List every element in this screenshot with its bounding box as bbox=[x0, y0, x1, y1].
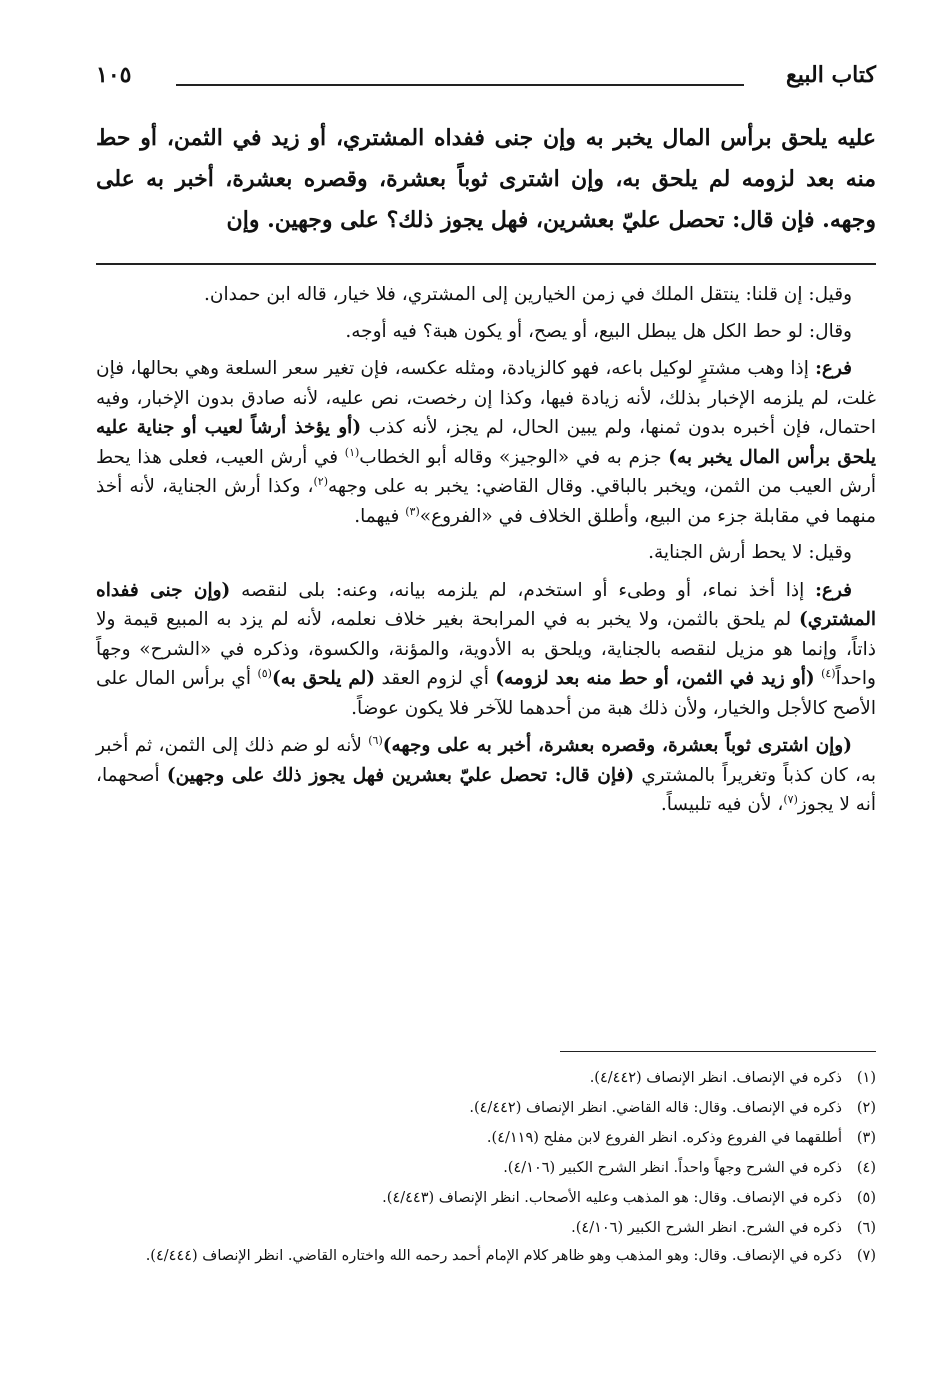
commentary-text: لأنه لو ضم ذلك إلى الثمن، ثم أخبر به، كان كذباً وتغريراً بالمشتري bbox=[96, 735, 877, 786]
commentary-paragraph-5 bbox=[96, 576, 876, 724]
footnote-divider bbox=[560, 1051, 876, 1052]
footnote-text: ذكره في الإنصاف. انظر الإنصاف (٤/٤٤٢). bbox=[589, 1070, 842, 1086]
footnote-number: (٢) bbox=[856, 1100, 876, 1116]
footnote-number: (٧) bbox=[856, 1248, 876, 1264]
commentary-text: إذا وهب مشترٍ لوكيل باعه، فهو كالزيادة، ومثله عكسه، فإن تغير سعر السلعة وهي بحالها، فإن غلت، لم يلزمه الإخبار بذلك، لأنه زيادة فيها، وكذا إن رخصت، نص عليه، لأنه صادق بدون الإخبار، وفيه احتمال، فإن أخبره بدون ثمنها، ولم يبين الحال، لم يجز، لأنه كذب bbox=[96, 358, 876, 438]
footnote-number: (٥) bbox=[856, 1190, 876, 1206]
footnote-text: ذكره في الإنصاف. وقال: هو المذهب وعليه الأصحاب. انظر الإنصاف (٤/٤٤٣). bbox=[382, 1190, 842, 1206]
footnote-number: (١) bbox=[856, 1070, 876, 1086]
footnote-ref[interactable]: (٦) bbox=[368, 733, 383, 747]
footnote bbox=[96, 1243, 876, 1270]
footnote-ref[interactable]: (٣) bbox=[405, 504, 420, 518]
header-rule bbox=[176, 84, 744, 86]
footnote bbox=[96, 1153, 876, 1183]
commentary-paragraph-1: وقيل: إن قلنا: ينتقل الملك في زمن الخيارين إلى المشتري، فلا خيار، قاله ابن حمدان. bbox=[204, 284, 852, 305]
footnote bbox=[96, 1183, 876, 1213]
commentary-paragraph-3 bbox=[96, 354, 876, 531]
footnote-text: ذكره في الشرح وجهاً واحداً. انظر الشرح الكبير (٤/١٠٦). bbox=[503, 1160, 842, 1176]
commentary-text: أي برأس المال على الأصح كالأجل والخيار، ولأن ذلك هبة من أحدهما للآخر فلا يكون عوضاً. bbox=[96, 668, 876, 719]
footnote-number: (٣) bbox=[856, 1130, 876, 1146]
chapter-title: كتاب البيع bbox=[786, 62, 876, 88]
footnote-ref[interactable]: (٤) bbox=[821, 666, 836, 680]
quoted-matn: (أو يؤخذ أرشاً لعيب أو جناية عليه يلحق برأس المال يخبر به) bbox=[96, 417, 876, 468]
branch-label: فرع: bbox=[815, 579, 853, 601]
commentary bbox=[96, 280, 876, 827]
commentary-text: في أرش العيب، فعلى هذا يحط أرش العيب من الثمن، ويخبر بالباقي. وقال القاضي: يخبر به على وجهه bbox=[96, 446, 876, 497]
page-header bbox=[96, 62, 876, 98]
quoted-matn: (أو زيد في الثمن، أو حط منه بعد لزومه) bbox=[495, 668, 815, 689]
main-text-divider bbox=[96, 263, 876, 265]
commentary-text: ، لأن فيه تلبيساً. bbox=[660, 794, 784, 815]
footnote-number: (٦) bbox=[856, 1220, 876, 1236]
footnote-ref[interactable]: (٧) bbox=[783, 792, 798, 806]
commentary-text: أي لزوم العقد bbox=[381, 668, 489, 689]
footnote-ref[interactable]: (٢) bbox=[313, 474, 328, 488]
footnote bbox=[96, 1063, 876, 1093]
quoted-matn: (وإن جنى ففداه المشتري) bbox=[96, 579, 876, 630]
page-number: ١٠٥ bbox=[96, 62, 132, 88]
footnote bbox=[96, 1123, 876, 1153]
footnote-text: ذكره في الإنصاف. وقال: وهو المذهب وهو ظاهر كلام الإمام أحمد رحمه الله واختاره القاضي. انظر الإنصاف (٤/٤٤٤). bbox=[145, 1248, 842, 1264]
commentary-text: إذا أخذ نماء، أو وطىء أو استخدم، لم يلزمه بيانه، وعنه: بلى لنقصه bbox=[241, 579, 805, 601]
commentary-text: لم يلحق بالثمن، ولا يخبر به في المرابحة بغير خلاف نعلمه، لأنه لم يزد به المبيع قيمة ولا ذاتاً، وإنما هو مزيل لنقصه بالجناية، ويلحق به الأدوية، والمؤنة، والكسوة، وذكره في «الشرح» وجهاً واحداً bbox=[96, 609, 876, 689]
commentary-paragraph-4: وقيل: لا يحط أرش الجناية. bbox=[648, 542, 852, 563]
commentary-text: أصحهما، أنه لا يجوز bbox=[96, 764, 876, 815]
footnote bbox=[96, 1213, 876, 1243]
footnote bbox=[96, 1093, 876, 1123]
commentary-text: ، وكذا أرش الجناية، لأنه أخذ منهما في مقابلة جزء من البيع، وأطلق الخلاف في «الفروع» bbox=[96, 476, 876, 527]
footnote-text: ذكره في الشرح. انظر الشرح الكبير (٤/١٠٦). bbox=[571, 1220, 842, 1236]
commentary-text: جزم به في «الوجيز» وقاله أبو الخطاب bbox=[359, 446, 662, 468]
quoted-matn: (وإن اشترى ثوباً بعشرة، وقصره بعشرة، أخبر به على وجهه) bbox=[382, 735, 852, 756]
footnote-number: (٤) bbox=[856, 1160, 876, 1176]
commentary-paragraph-2: وقال: لو حط الكل هل يبطل البيع، أو يصح، أو يكون هبة؟ فيه أوجه. bbox=[345, 320, 852, 342]
branch-label: فرع: bbox=[815, 358, 852, 379]
quoted-matn: (لم يلحق به) bbox=[271, 668, 376, 689]
footnotes bbox=[96, 1063, 876, 1270]
commentary-paragraph-6 bbox=[96, 731, 876, 820]
footnote-ref[interactable]: (٥) bbox=[257, 666, 272, 680]
main-text: عليه يلحق برأس المال يخبر به وإن جنى ففداه المشتري، أو زيد في الثمن، أو حط منه بعد لزومه لم يلحق به، وإن اشترى ثوباً بعشرة، وقصره بعشرة، أخبر به على وجهه. فإن قال: تحصل عليّ بعشرين، فهل يجوز ذلك؟ على وجهين. وإن bbox=[96, 125, 876, 233]
footnote-ref[interactable]: (١) bbox=[344, 445, 360, 459]
commentary-text: فيهما. bbox=[354, 505, 400, 527]
quoted-matn: (فإن قال: تحصل عليّ بعشرين فهل يجوز ذلك على وجهين) bbox=[166, 764, 635, 786]
footnote-text: ذكره في الإنصاف. وقال: قاله القاضي. انظر الإنصاف (٤/٤٤٢). bbox=[469, 1100, 842, 1116]
footnote-text: أطلقهما في الفروع وذكره. انظر الفروع لابن مفلح (٤/١١٩). bbox=[486, 1130, 842, 1146]
